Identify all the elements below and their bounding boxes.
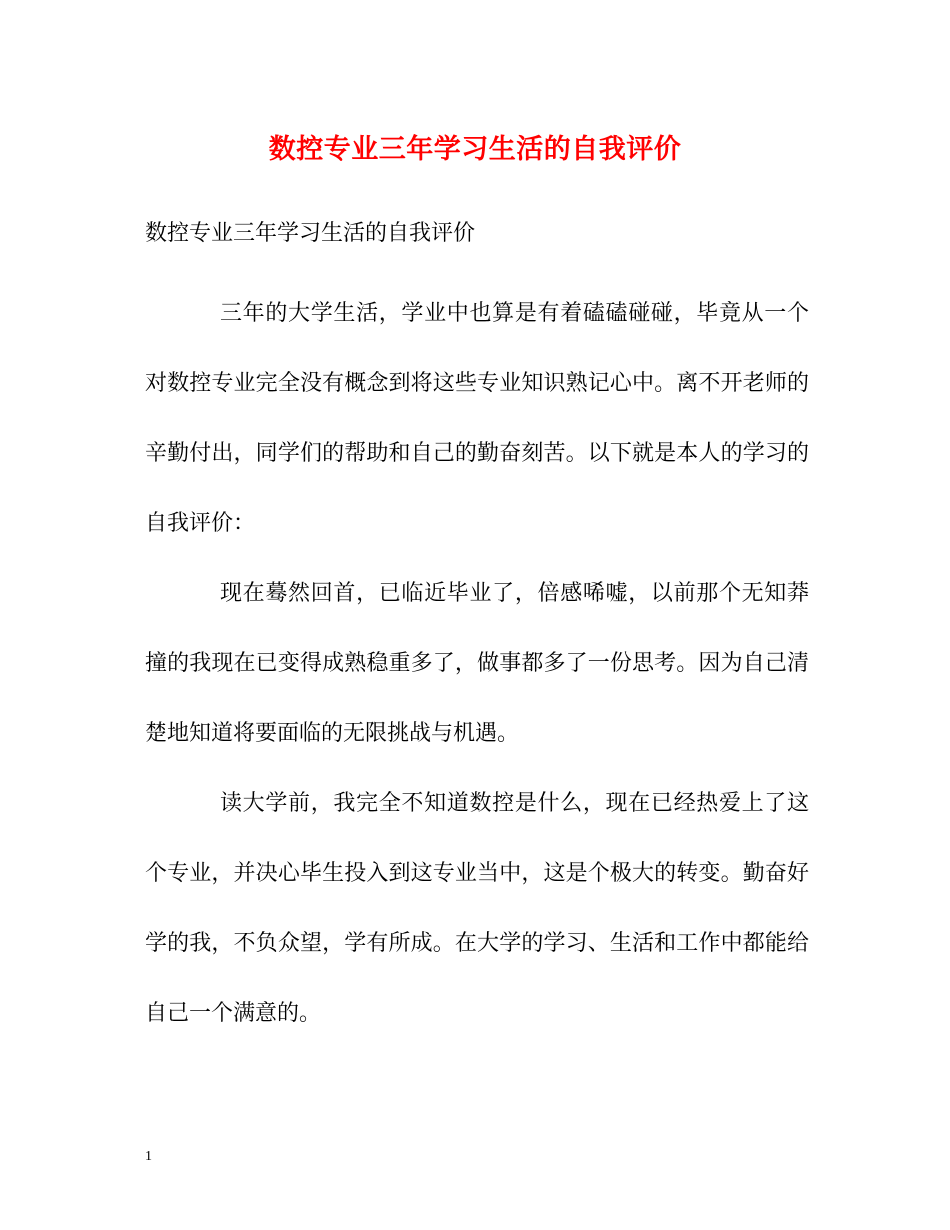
body-paragraph-1: 三年的大学生活，学业中也算是有着磕磕碰碰，毕竟从一个对数控专业完全没有概念到将这些专业知识熟记心中。离不开老师的辛勤付出，同学们的帮助和自己的勤奋刻苦。以下就是本人的学习的自我评价： — [145, 301, 809, 536]
document-subtitle: 数控专业三年学习生活的自我评价 — [145, 221, 476, 246]
body-paragraph-2: 现在蓦然回首，已临近毕业了，倍感唏嘘，以前那个无知莽撞的我现在已变得成熟稳重多了，做事都多了一份思考。因为自己清楚地知道将要面临的无限挑战与机遇。 — [145, 581, 809, 746]
page-number: 1 — [145, 1149, 152, 1164]
body-paragraph-3: 读大学前，我完全不知道数控是什么，现在已经热爱上了这个专业，并决心毕生投入到这专业当中，这是个极大的转变。勤奋好学的我，不负众望，学有所成。在大学的学习、生活和工作中都能给自己一个满意的。 — [145, 791, 809, 1026]
document-title: 数控专业三年学习生活的自我评价 — [268, 134, 682, 165]
document-body — [145, 279, 809, 1049]
